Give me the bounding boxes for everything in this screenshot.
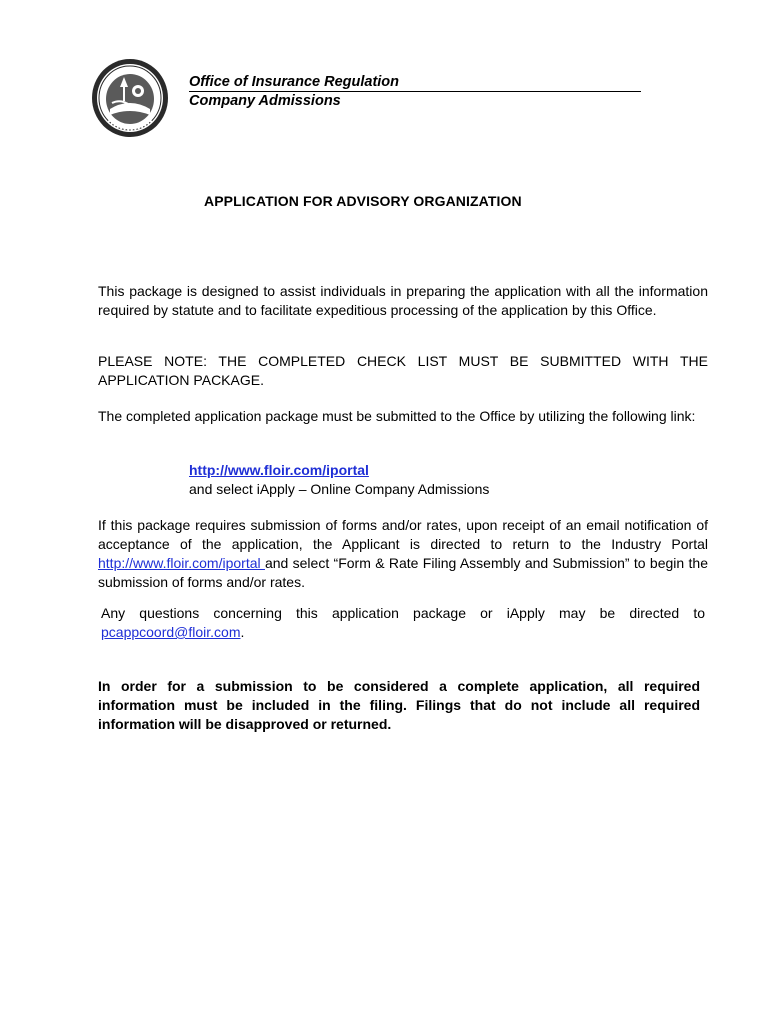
header bbox=[189, 73, 641, 110]
questions-text-before: Any questions concerning this application package or iApply may be directed to bbox=[101, 605, 705, 621]
document-title: APPLICATION FOR ADVISORY ORGANIZATION bbox=[204, 193, 522, 209]
intro-paragraph: This package is designed to assist individuals in preparing the application with all the information required by statute and to facilitate expeditious processing of the application by this Office. bbox=[98, 283, 708, 318]
contact-email-link[interactable]: pcappcoord@floir.com bbox=[101, 624, 241, 640]
org-name: Office of Insurance Regulation bbox=[189, 73, 641, 92]
department-name: Company Admissions bbox=[189, 93, 341, 109]
portal-link-block bbox=[189, 461, 489, 499]
portal-link[interactable]: http://www.floir.com/iportal bbox=[189, 462, 369, 478]
submit-paragraph: The completed application package must be submitted to the Office by utilizing the following link: bbox=[98, 408, 696, 424]
florida-state-seal-icon bbox=[90, 57, 170, 139]
questions-paragraph bbox=[101, 604, 705, 642]
portal-link-instruction: and select iApply – Online Company Admissions bbox=[189, 481, 490, 497]
forms-portal-link[interactable]: http://www.floir.com/iportal bbox=[98, 555, 265, 571]
forms-text-before: If this package requires submission of forms and/or rates, upon receipt of an email notification of acceptance of the application, the Applicant is directed to return to the Industry Portal bbox=[98, 517, 708, 552]
note-paragraph: PLEASE NOTE: THE COMPLETED CHECK LIST MUST BE SUBMITTED WITH THE APPLICATION PACKAGE. bbox=[98, 353, 708, 388]
questions-text-after: . bbox=[240, 624, 245, 640]
forms-text-after: and select “Form & Rate Filing Assembly and Submission” to begin the submission of forms and/or rates. bbox=[98, 555, 708, 590]
forms-paragraph bbox=[98, 516, 708, 592]
warning-paragraph: In order for a submission to be considered a complete application, all required information must be included in the filing. Filings that do not include all required information will be disapproved or returned. bbox=[98, 678, 700, 732]
